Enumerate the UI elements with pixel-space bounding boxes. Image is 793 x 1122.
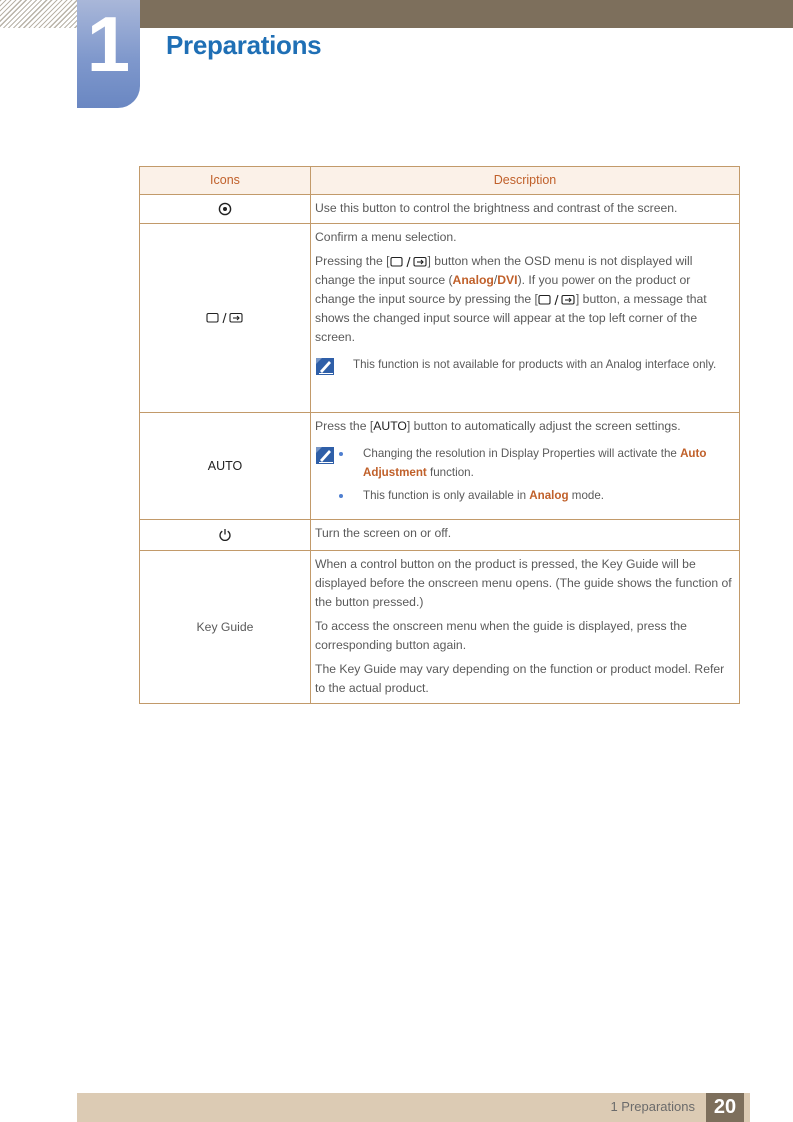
table-row <box>140 195 740 224</box>
description-cell <box>311 413 740 520</box>
text-segment: mode. <box>568 489 605 502</box>
table-row <box>140 413 740 520</box>
text-segment: Pressing the [ <box>315 254 390 268</box>
icon-cell <box>140 224 311 413</box>
icons-table <box>139 166 740 704</box>
source-enter-icon <box>206 312 244 324</box>
icon-cell <box>140 195 311 224</box>
list-item <box>337 486 733 505</box>
highlight-analog: Analog <box>529 489 569 502</box>
text-segment: / <box>493 273 498 287</box>
note-bullet-list <box>337 444 733 505</box>
description-text: The Key Guide may vary depending on the function or product model. Refer to the actual product. <box>315 662 725 695</box>
table-row <box>140 224 740 413</box>
auto-key-label: AUTO <box>373 419 407 433</box>
brightness-contrast-icon <box>218 202 232 216</box>
text-segment: function. <box>426 466 474 479</box>
page-number: 20 <box>706 1093 744 1122</box>
description-text <box>315 252 733 347</box>
list-item <box>337 444 733 482</box>
header-hatch-pattern <box>0 0 77 28</box>
power-icon <box>218 528 232 542</box>
chapter-number: 1 <box>86 0 131 88</box>
icon-cell <box>140 551 311 704</box>
footer-bar <box>77 1093 750 1122</box>
description-cell <box>311 224 740 413</box>
highlight-dvi: DVI <box>497 273 518 287</box>
description-text: To access the onscreen menu when the guide is displayed, press the corresponding button again. <box>315 619 687 652</box>
note-icon <box>315 355 337 377</box>
chapter-tab <box>77 0 140 108</box>
source-enter-icon <box>538 294 576 306</box>
icon-cell <box>140 520 311 551</box>
description-text: Turn the screen on or off. <box>315 526 452 540</box>
text-segment: ] button, a message that shows the changed input source will appear at the top left corner of the screen. <box>315 292 707 344</box>
description-cell <box>311 551 740 704</box>
table-row <box>140 520 740 551</box>
text-segment: ] button when the OSD menu is not displayed will change the input source ( <box>315 254 693 287</box>
description-cell <box>311 195 740 224</box>
text-segment: ). If you power on the product or change the input source by pressing the [ <box>315 273 691 306</box>
source-enter-icon <box>390 256 428 268</box>
table-header-row <box>140 167 740 195</box>
note-icon <box>315 444 337 466</box>
description-text <box>315 417 733 436</box>
table-row <box>140 551 740 704</box>
text-segment: ] button to automatically adjust the screen settings. <box>406 419 681 433</box>
note-text: This function is not available for products with an Analog interface only. <box>353 358 717 371</box>
description-text: When a control button on the product is pressed, the Key Guide will be displayed before the onscreen menu opens. (The guide shows the function of the button pressed.) <box>315 557 732 609</box>
description-text: Confirm a menu selection. <box>315 230 457 244</box>
note-block <box>315 444 733 509</box>
highlight-auto-adjustment: Auto Adjustment <box>363 447 707 479</box>
column-header-description: Description <box>311 167 740 195</box>
highlight-analog: Analog <box>452 273 494 287</box>
text-segment: This function is only available in <box>363 489 530 502</box>
description-cell <box>311 520 740 551</box>
auto-label: AUTO <box>207 458 243 473</box>
note-text <box>337 444 733 509</box>
key-guide-label: Key Guide <box>196 619 254 634</box>
note-block <box>315 355 733 377</box>
footer-section-label: 1 Preparations <box>610 1099 695 1114</box>
icon-cell <box>140 413 311 520</box>
column-header-icons: Icons <box>140 167 311 195</box>
chapter-title: Preparations <box>166 30 322 60</box>
text-segment: Changing the resolution in Display Properties will activate the <box>363 447 681 460</box>
description-text: Use this button to control the brightness and contrast of the screen. <box>315 201 678 215</box>
header-bar <box>77 0 793 28</box>
text-segment: Press the [ <box>315 419 374 433</box>
